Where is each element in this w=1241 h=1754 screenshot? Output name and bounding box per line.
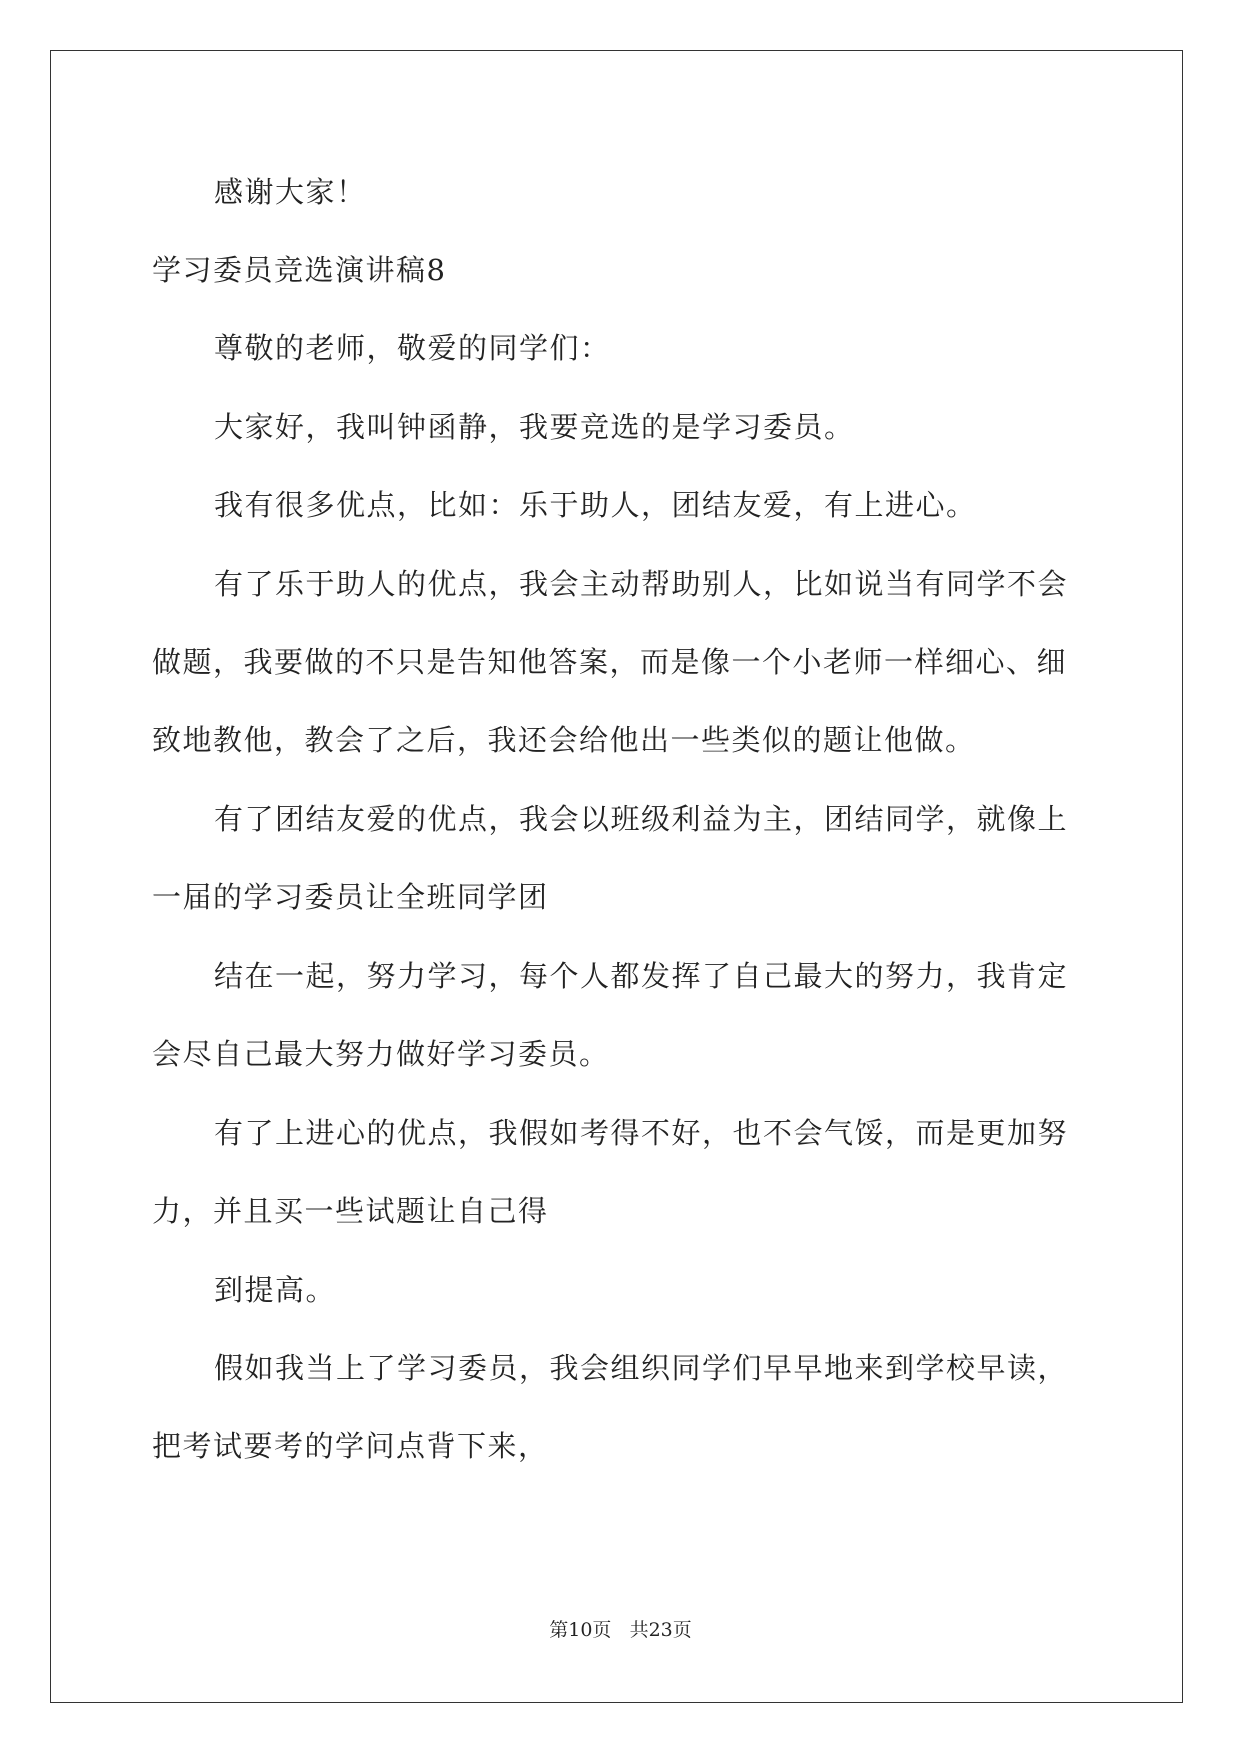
- closing-line: 感谢大家！: [214, 175, 367, 209]
- paragraph-line: 一届的学习委员让全班同学团: [152, 880, 549, 914]
- page-total: 共23页: [629, 1619, 692, 1641]
- salutation: 尊敬的老师，敬爱的同学们：: [214, 331, 611, 365]
- paragraph-line: 做题，我要做的不只是告知他答案，而是像一个小老师一样细心、细: [152, 645, 1068, 679]
- paragraph-line: 有了乐于助人的优点，我会主动帮助别人，比如说当有同学不会: [214, 567, 1069, 601]
- paragraph-line: 假如我当上了学习委员，我会组织同学们早早地来到学校早读，: [214, 1351, 1069, 1385]
- paragraph-line: 把考试要考的学问点背下来，: [152, 1429, 549, 1463]
- paragraph-line: 会尽自己最大努力做好学习委员。: [152, 1037, 610, 1071]
- paragraph-line: 有了上进心的优点，我假如考得不好，也不会气馁，而是更加努: [214, 1116, 1069, 1150]
- page-footer: [0, 1615, 1241, 1642]
- paragraph-line: 力，并且买一些试题让自己得: [152, 1194, 549, 1228]
- paragraph-line: 有了团结友爱的优点，我会以班级利益为主，团结同学，就像上: [214, 802, 1069, 836]
- paragraph-line: 我有很多优点，比如：乐于助人，团结友爱，有上进心。: [214, 488, 977, 522]
- paragraph-line: 到提高。: [214, 1273, 337, 1307]
- paragraph-line: 致地教他，教会了之后，我还会给他出一些类似的题让他做。: [152, 723, 976, 757]
- paragraph-line: 大家好，我叫钟函静，我要竞选的是学习委员。: [214, 410, 855, 444]
- page-number: 第10页: [549, 1619, 612, 1641]
- paragraph-line: 结在一起，努力学习，每个人都发挥了自己最大的努力，我肯定: [214, 959, 1069, 993]
- section-title: 学习委员竞选演讲稿8: [152, 253, 447, 287]
